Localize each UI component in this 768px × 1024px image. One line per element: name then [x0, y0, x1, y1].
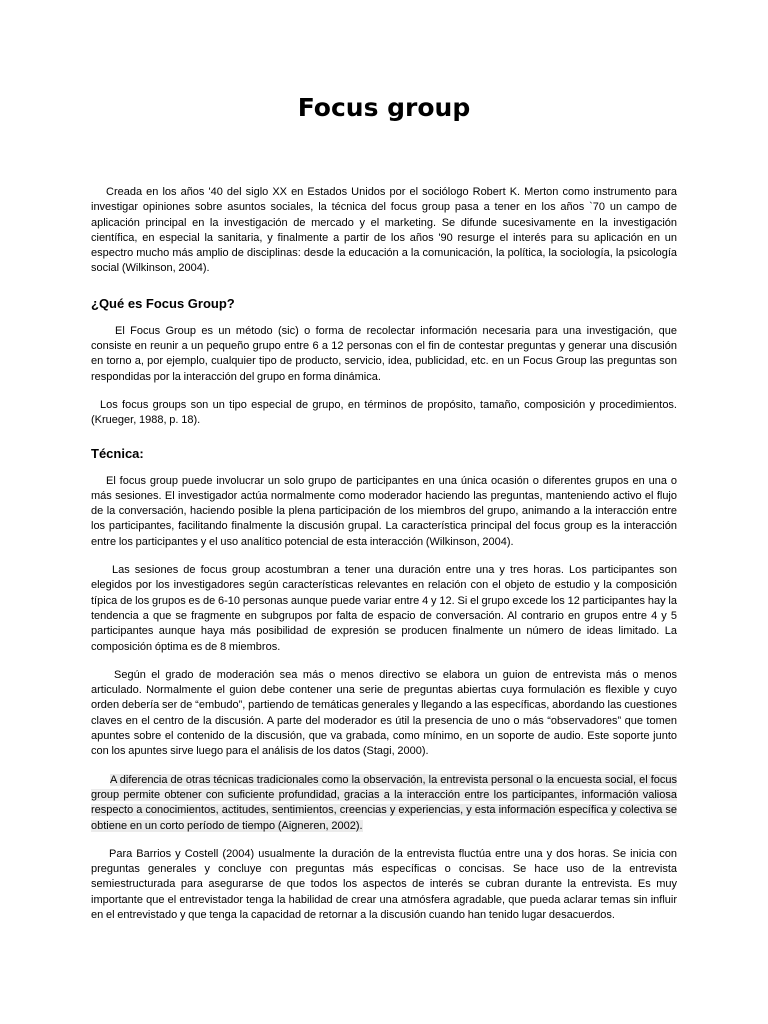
- tecnica-paragraph-2: Las sesiones de focus group acostumbran a tener una duración entre una y tres horas. Los participantes son elegidos por los investigadores según características relevantes en relación con el objeto de estudio y la composición típica de los grupos es de 6-10 personas aunque puede variar entre 4 y 12. Si el grupo excede los 12 participantes hay la tendencia a que se fragmente en subgrupos por falta de espacio de conversación. Al contrario en grupos entre 4 y 5 participantes aunque haya más posibilidad de expresión se producen finalmente un número de ideas limitado. La composición óptima es de 8 miembros.: [91, 564, 677, 653]
- document-body: [91, 185, 677, 923]
- heading-tecnica: Técnica:: [91, 445, 144, 461]
- que-paragraph-2: Los focus groups son un tipo especial de grupo, en términos de propósito, tamaño, composición y procedimientos. (Krueger, 1988, p. 18).: [91, 398, 677, 427]
- intro-paragraph: Creada en los años '40 del siglo XX en Estados Unidos por el sociólogo Robert K. Merton como instrumento para investigar opiniones sobre asuntos sociales, la técnica del focus group pasa a tener en los años `70 un campo de aplicación principal en la investigación de mercado y el marketing. Se difunde sucesivamente en la investigación científica, en especial la sanitaria, y finalmente a partir de los años '90 resurge el interés para su aplicación en un espectro mucho más amplio de disciplinas: desde la educación a la comunicación, la política, la sociología, la psicología social (Wilkinson, 2004).: [91, 186, 677, 275]
- highlighted-text: A diferencia de otras técnicas tradicionales como la observación, la entrevista personal o la encuesta social, el focus group permite obtener con suficiente profundidad, gracias a la interacción entre los participantes, información valiosa respecto a conocimientos, actitudes, sentimientos, creencias y experiencias, y esta información específica y colectiva se obtiene en un corto período de tiempo (Aigneren, 2002).: [91, 773, 677, 832]
- tecnica-paragraph-4-highlighted: [91, 773, 677, 834]
- tecnica-paragraph-1: El focus group puede involucrar un solo grupo de participantes en una única ocasión o diferentes grupos en una o más sesiones. El investigador actúa normalmente como moderador haciendo las preguntas, manteniendo activo el flujo de la conversación, haciendo posible la plena participación de los miembros del grupo, animando a la interacción entre los participantes, facilitando finalmente la discusión grupal. La característica principal del focus group es la interacción entre los participantes y el uso analítico potencial de esta interacción (Wilkinson, 2004).: [91, 474, 677, 548]
- tecnica-paragraph-5: Para Barrios y Costell (2004) usualmente la duración de la entrevista fluctúa entre una y dos horas. Se inicia con preguntas generales y concluye con preguntas más específicas o concisas. Se hace uso de la entrevista semiestructurada para asegurarse de que todos los aspectos de interés se cubran durante la entrevista. Es muy importante que el entrevistador tenga la habilidad de crear una atmósfera agradable, que pueda aclarar temas sin influir en el entrevistado y que tenga la capacidad de retornar a la discusión cuando han tenido lugar desacuerdos.: [91, 847, 677, 921]
- que-paragraph-1: El Focus Group es un método (sic) o forma de recolectar información necesaria para una investigación, que consiste en reunir a un pequeño grupo entre 6 a 12 personas con el fin de contestar preguntas y generar una discusión en torno a, por ejemplo, cualquier tipo de producto, servicio, idea, publicidad, etc. en un Focus Group las preguntas son respondidas por la interacción del grupo en forma dinámica.: [91, 324, 677, 383]
- tecnica-paragraph-3: Según el grado de moderación sea más o menos directivo se elabora un guion de entrevista más o menos articulado. Normalmente el guion debe contener una serie de preguntas abiertas cuya formulación es flexible y cuyo orden debería ser de “embudo”, partiendo de temáticas generales y llegando a las específicas, abordando las cuestiones claves en el centro de la discusión. A parte del moderador es útil la presencia de uno o más “observadores” que tomen apuntes sobre el contenido de la discusión, que va grabada, como mínimo, en un soporte de audio. Este soporte junto con los apuntes sirve luego para el análisis de los datos (Stagi, 2000).: [91, 668, 677, 758]
- document-title: Focus group: [297, 93, 471, 122]
- heading-que-es-focus-group: ¿Qué es Focus Group?: [91, 295, 235, 311]
